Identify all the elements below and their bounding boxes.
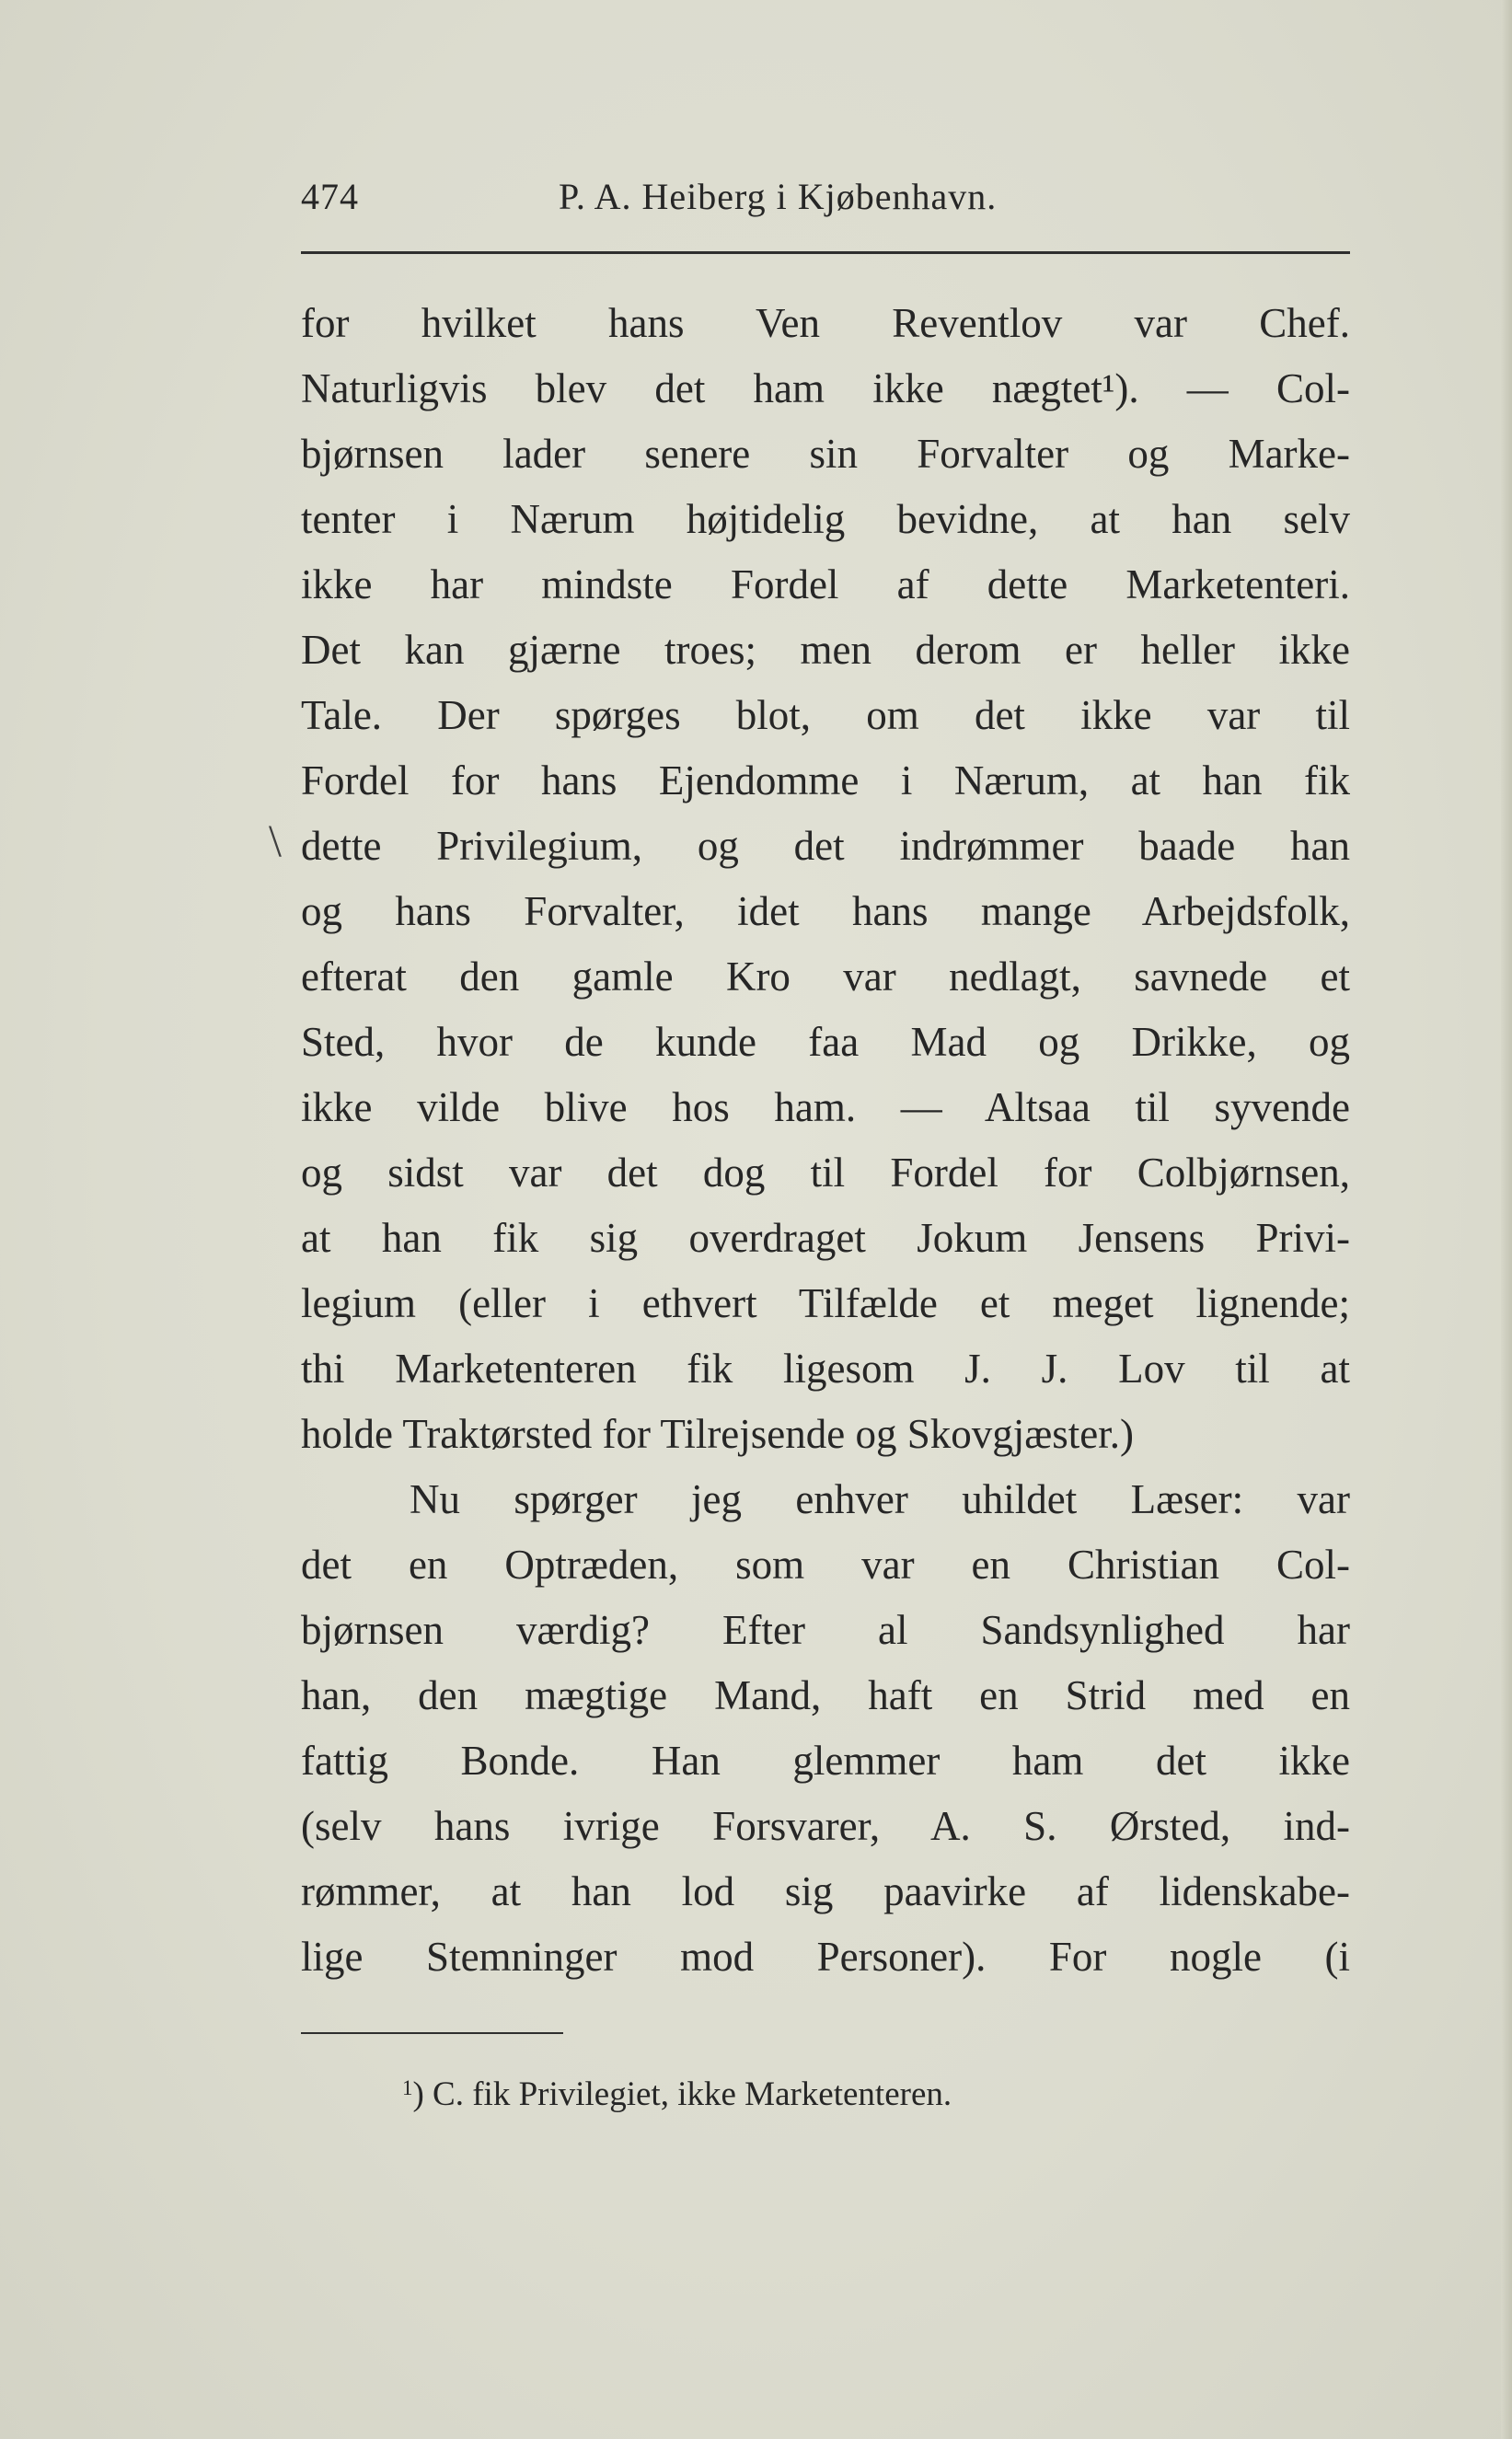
text-line: det en Optræden, som var en Christian Col- (301, 1542, 1350, 1588)
footnote (402, 2069, 952, 2121)
text-line: legium (eller i ethvert Tilfælde et meget lignende; (301, 1280, 1350, 1326)
page-header (301, 175, 1350, 230)
header-rule (301, 251, 1350, 254)
margin-mark: \ (269, 815, 282, 866)
text-line: (selv hans ivrige Forsvarer, A. S. Ørsted, ind- (301, 1803, 1350, 1849)
text-line: Det kan gjærne troes; men derom er heller ikke (301, 627, 1350, 673)
text-line: han, den mægtige Mand, haft en Strid med en (301, 1672, 1350, 1718)
text-line: efterat den gamle Kro var nedlagt, savnede et (301, 954, 1350, 1000)
text-line: rømmer, at han lod sig paavirke af lidenskabe- (301, 1868, 1350, 1914)
footnote-text: ) C. fik Privilegiet, ikke Marketenteren. (412, 2075, 952, 2113)
text-line: Tale. Der spørges blot, om det ikke var til (301, 692, 1350, 738)
running-head: P. A. Heiberg i Kjøbenhavn. (559, 176, 998, 217)
text-line: og hans Forvalter, idet hans mange Arbejdsfolk, (301, 888, 1350, 934)
text-line: tenter i Nærum højtidelig bevidne, at han selv (301, 496, 1350, 542)
text-line: fattig Bonde. Han glemmer ham det ikke (301, 1738, 1350, 1784)
text-line: Sted, hvor de kunde faa Mad og Drikke, og (301, 1019, 1350, 1065)
text-line: thi Marketenteren fik ligesom J. J. Lov til at (301, 1346, 1350, 1392)
text-line: bjørnsen lader senere sin Forvalter og Marke- (301, 431, 1350, 477)
text-line: Naturligvis blev det ham ikke nægtet¹). — Col- (301, 365, 1350, 411)
text-line: ikke har mindste Fordel af dette Marketenteri. (301, 561, 1350, 607)
footnote-marker: 1 (402, 2075, 413, 2099)
text-line: dette Privilegium, og det indrømmer baade han (301, 823, 1350, 869)
text-line: holde Traktørsted for Tilrejsende og Skovgjæster.) (301, 1411, 1135, 1457)
footnote-rule (301, 2032, 563, 2034)
text-line: Nu spørger jeg enhver uhildet Læser: var (410, 1476, 1350, 1522)
text-line: bjørnsen værdig? Efter al Sandsynlighed har (301, 1607, 1350, 1653)
text-line: ikke vilde blive hos ham. — Altsaa til syvende (301, 1084, 1350, 1130)
page-number: 474 (301, 176, 359, 217)
text-line: at han fik sig overdraget Jokum Jensens Privi- (301, 1215, 1350, 1261)
text-line: og sidst var det dog til Fordel for Colbjørnsen, (301, 1150, 1350, 1196)
text-line: lige Stemninger mod Personer). For nogle (i (301, 1934, 1350, 1980)
body-text (301, 291, 1350, 1990)
text-line: for hvilket hans Ven Reventlov var Chef. (301, 300, 1350, 346)
text-line: Fordel for hans Ejendomme i Nærum, at han fik (301, 757, 1350, 803)
page-edge (1501, 0, 1512, 2439)
